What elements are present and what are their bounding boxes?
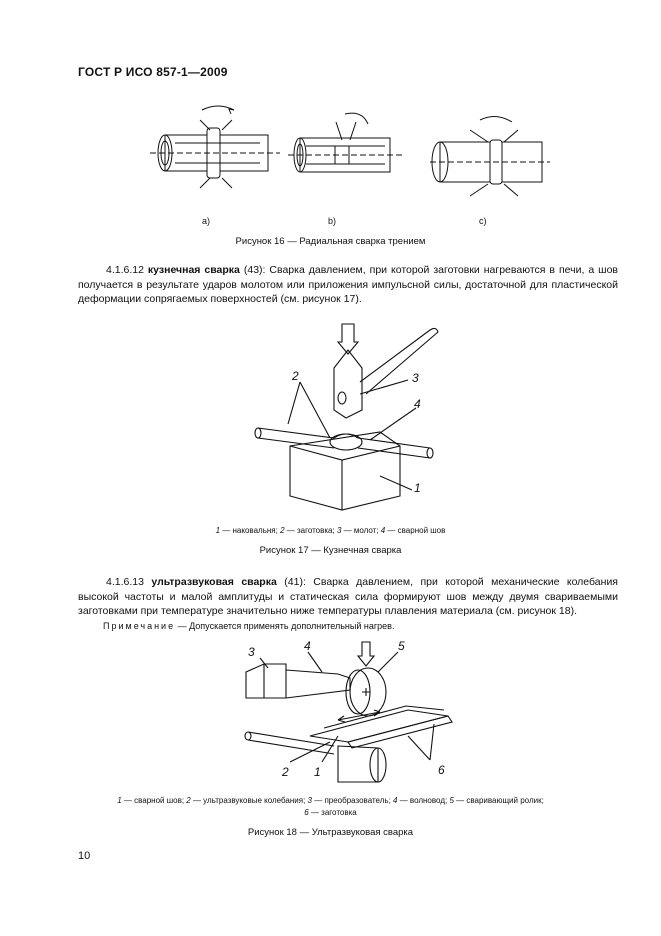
- figure-17-callout-3: 3: [412, 371, 419, 385]
- figure-16-radial-friction-welding: [140, 100, 560, 210]
- section-number: 4.1.6.13: [106, 576, 144, 588]
- definition-text: Сварка давлением, при которой механические колебания высокой частоты и малой амплитуды и статическая сила формируют шов между двумя свариваемыми заготовками при температуре значительно ниже температуры плавления материала (см. рисунок 18).: [78, 576, 618, 618]
- figure-16a-drawing: [150, 106, 280, 188]
- section-4-1-6-12: [78, 263, 618, 307]
- figure-18-callout-2: 2: [282, 765, 289, 779]
- figure-16c-label: c): [479, 216, 487, 226]
- figure-18-legend-line1: 1 — сварной шов; 2 — ультразвуковые колебания; 3 — преобразователь; 4 — волновод; 5 — сваривающий ролик;: [117, 796, 544, 805]
- figure-18-caption: Рисунок 18 — Ультразвуковая сварка: [247, 827, 414, 838]
- figure-18-callout-1: 1: [314, 765, 321, 779]
- figure-17-legend: 1 — наковальня; 2 — заготовка; 3 — молот; 4 — сварной шов: [215, 526, 446, 535]
- page-number: 10: [78, 850, 91, 862]
- term-code: (41):: [284, 576, 306, 588]
- figure-17-caption: Рисунок 17 — Кузнечная сварка: [259, 545, 402, 556]
- document-header: ГОСТ Р ИСО 857-1—2009: [78, 65, 228, 79]
- definition-text: Сварка давлением, при которой заготовки нагреваются в печи, а шов получается в результате ударов молотом или приложения импульсной силы, достаточной для пластической деформации сопрягаемых поверхностей (см. рисунок 17).: [78, 264, 618, 306]
- figure-18-callout-4: 4: [304, 639, 311, 653]
- figure-18-legend-line2: 6 — заготовка: [304, 808, 357, 817]
- figure-16a-label: a): [202, 216, 211, 226]
- figure-17-callout-2: 2: [292, 369, 299, 383]
- section-number: 4.1.6.12: [106, 264, 144, 276]
- figure-16-caption: Рисунок 16 — Радиальная сварка трением: [235, 236, 426, 247]
- section-4-1-6-13: [78, 575, 618, 619]
- figure-16b-drawing: [288, 113, 402, 172]
- figure-17-callout-4: 4: [414, 397, 421, 411]
- note-text: — Допускается применять дополнительный нагрев.: [175, 621, 395, 631]
- note: [103, 621, 394, 631]
- figure-16c-drawing: [430, 116, 550, 196]
- figure-18-callout-6: 6: [438, 763, 445, 777]
- figure-18-callout-3: 3: [248, 645, 255, 659]
- figure-16b-label: b): [328, 216, 337, 226]
- figure-18-callout-5: 5: [398, 639, 405, 653]
- term-code: (43):: [243, 264, 266, 276]
- term-ultrasonic-welding: ультразвуковая сварка: [151, 576, 277, 588]
- term-forge-welding: кузнечная сварка: [147, 264, 240, 276]
- figure-18-ultrasonic-welding: [238, 636, 468, 786]
- note-label: Примечание: [103, 621, 176, 631]
- figure-17-forge-welding: [230, 320, 450, 520]
- figure-17-callout-1: 1: [414, 481, 421, 495]
